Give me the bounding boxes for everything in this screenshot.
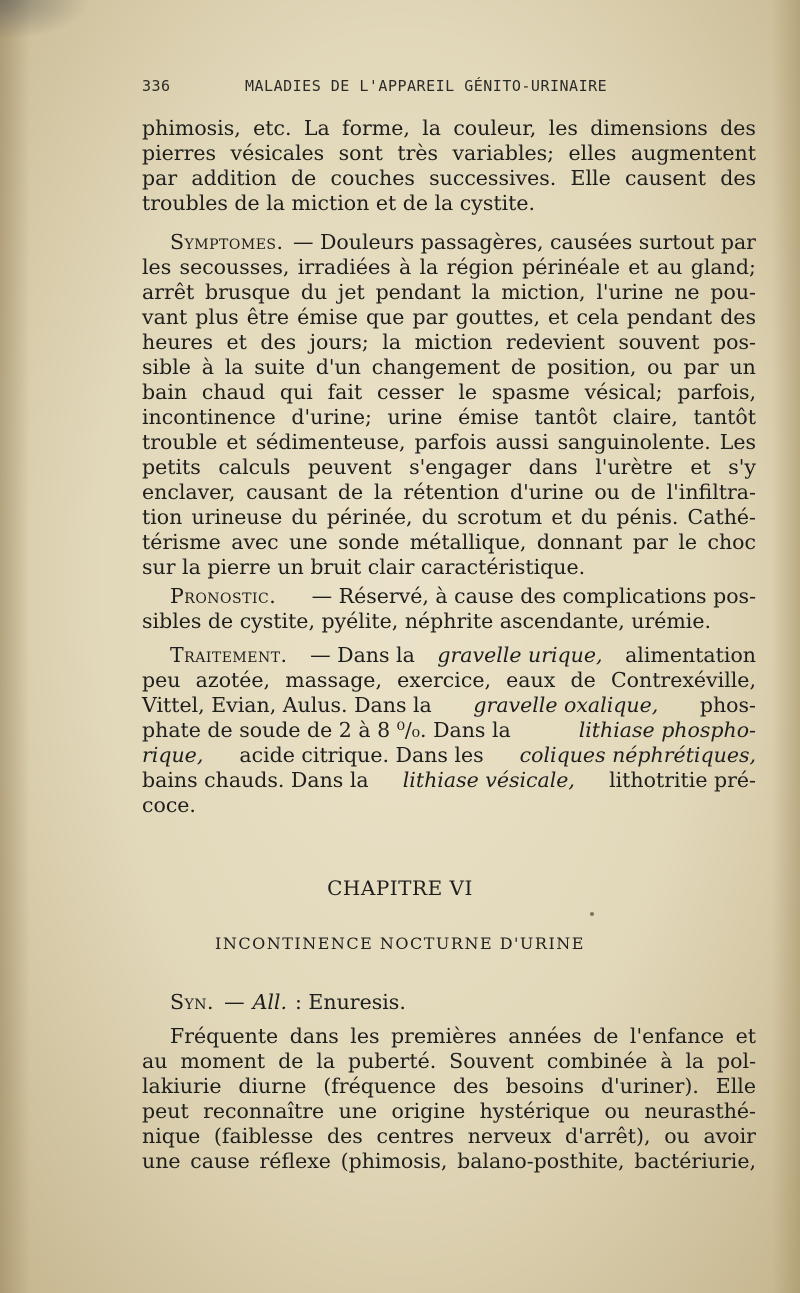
word: le [458,380,478,404]
paragraph-pronostic [142,584,756,634]
text-line [142,505,756,530]
word: vésicales [230,141,325,165]
word: l'urine [596,280,664,304]
word: redevient [505,330,605,354]
word: azotée, [195,668,271,692]
word: nique [142,1124,201,1148]
italic-term: gravelle urique, [437,643,603,667]
word: des [326,1124,363,1148]
word: (fréquence [323,1074,437,1098]
word: être [246,305,290,329]
word: réflexe [259,1149,331,1173]
word: Souvent [449,1049,534,1073]
word: fait [327,380,363,404]
word: urineuse [191,505,283,529]
text-line [142,430,756,455]
word: périnéale [522,255,620,279]
word: de [291,166,317,190]
chapter-title: CHAPITRE VI [327,876,473,900]
word: d'arrêt), [565,1124,651,1148]
word: la [382,330,402,354]
word: avoir [703,1124,756,1148]
chapter-subtitle: INCONTINENCE NOCTURNE D'URINE [215,934,585,953]
text-line [142,743,756,768]
word: Elle [715,1074,756,1098]
text-line [142,380,756,405]
text-line [142,141,756,166]
word: au [656,255,683,279]
word: peu [142,668,181,692]
word: cause [190,1149,250,1173]
text-span: . Dans la [420,718,511,742]
word: reconnaître [203,1099,325,1123]
word: Les [719,430,756,454]
word: des [260,330,297,354]
word: de [510,355,537,379]
word: pénis. [616,505,679,529]
word: addition [191,166,277,190]
word: aussi [495,430,549,454]
word: sible [142,355,191,379]
word: d'un [315,355,361,379]
word: par [412,305,448,329]
word: la [471,280,491,304]
word: l'enfance [629,1024,725,1048]
text-line [142,405,756,430]
word: chaud [201,380,266,404]
word: calculs [218,455,291,479]
word: vésical; [584,380,663,404]
word: au [142,1049,168,1073]
text-line [142,355,756,380]
word: une [338,1099,378,1123]
text-line [142,768,756,793]
running-title: MALADIES DE L'APPAREIL GÉNITO-URINAIRE [245,77,608,95]
italic-term: rique, [142,743,204,767]
word: parfois, [677,380,756,404]
word: brusque [205,280,291,304]
word: Fréquente [170,1024,279,1048]
word: scrotum [457,505,543,529]
page-edge-left [0,0,30,1293]
word: à [660,1049,673,1073]
text-span: lithotritie pré- [609,768,756,792]
word: balano-posthite, [457,1149,625,1173]
word: phimosis, [142,116,241,140]
paragraph-incontinence [142,1024,756,1174]
word: à [201,355,214,379]
word: sont [338,141,383,165]
word: une [289,530,328,554]
word: couleur, [453,116,537,140]
text-line [142,305,756,330]
word: ou [647,355,673,379]
word: besoins [505,1074,585,1098]
word: du [291,505,318,529]
word: miction, [501,280,586,304]
word: suite [254,355,305,379]
word: ou [664,1124,690,1148]
text-line [142,280,756,305]
word: les [548,116,578,140]
section-label-symptomes: Symptomes. [170,230,284,254]
word: gouttes, [455,305,540,329]
word: vant [142,305,188,329]
text-line [142,116,756,141]
word: pendant [626,305,713,329]
italic-term: coliques néphrétiques, [519,743,756,767]
section-label-pronostic: Pronostic. [170,584,277,608]
page-corner-shadow [0,0,90,40]
text-line [142,643,756,668]
word: les [350,1024,380,1048]
word: bain [142,380,188,404]
word: pol- [717,1049,756,1073]
text-line [142,990,756,1015]
word: de [570,668,596,692]
word: la [685,1049,705,1073]
word: variables; [452,141,555,165]
word: d'urine; [291,405,372,429]
word: elles [568,141,617,165]
word: rétention [403,480,500,504]
word: émise [297,305,358,329]
paragraph-calculs-end [142,116,756,216]
word: causant [246,480,328,504]
word: arrêt [142,280,195,304]
word: causent [624,166,706,190]
word: position, [546,355,637,379]
word: des [720,116,756,140]
word: moment [180,1049,266,1073]
word: l'infiltra- [666,480,756,504]
word: puberté. [347,1049,437,1073]
word: parfois [414,430,487,454]
word: dimensions [590,116,708,140]
word: massage, [285,668,382,692]
word: d'urine [509,480,584,504]
word: tantôt [534,405,597,429]
word: et [548,305,569,329]
text-line [142,530,756,555]
word: sédimenteuse, [255,430,406,454]
text-line [142,330,756,355]
word: La [303,116,330,140]
word: des [452,1074,489,1098]
word: Cathé- [687,505,756,529]
word: tantôt [693,405,756,429]
word: (phimosis, [340,1149,448,1173]
text-line [142,230,756,255]
word: l'urètre [595,455,673,479]
word: dans [528,455,578,479]
text-span: : Enuresis. [295,990,406,1014]
word: à [398,255,412,279]
section-label-syn: Syn. [170,990,215,1014]
text-line [142,1149,756,1174]
word: dans [289,1024,339,1048]
word: pou- [710,280,756,304]
text-span: — Réservé, à cause des complications pos- [311,584,756,608]
word: trouble [142,430,218,454]
word: que [365,305,405,329]
percent-sign: ⁰/₀ [396,718,421,742]
word: qui [279,380,313,404]
word: donnant [536,530,623,554]
text-line [142,584,756,609]
word: et [628,255,649,279]
text-line [142,255,756,280]
text-span: acide citrique. Dans les [239,743,484,767]
word: combinée [546,1049,648,1073]
italic-term: All. [252,990,287,1014]
word: plus [195,305,239,329]
word: pierres [142,141,217,165]
word: la [224,355,244,379]
word: des [720,166,756,190]
word: périnée, [326,505,413,529]
word: de [593,1024,619,1048]
section-label-traitement: Traitement. [170,643,288,667]
word: ou [594,480,620,504]
text-span: — Douleurs passagères, causées surtout par [292,230,756,254]
word: et [551,505,572,529]
word: de [278,1049,304,1073]
word: peut [142,1099,189,1123]
word: forme, [342,116,410,140]
word: sanguinolente. [557,430,711,454]
word: ou [604,1099,630,1123]
text-line [142,1024,756,1049]
word: centres [376,1124,454,1148]
word: exercice, [397,668,491,692]
word: la [373,480,393,504]
word: lakiurie [142,1074,222,1098]
word: du [421,505,448,529]
word: secousses, [179,255,290,279]
word: par [683,355,719,379]
word: pos- [713,330,756,354]
running-header [142,77,652,99]
word: miction [414,330,493,354]
word: par [632,530,668,554]
text-line [142,166,756,191]
text-line [142,455,756,480]
word: Contrexéville, [610,668,756,692]
word: premières [391,1024,497,1048]
paragraph-traitement [142,643,756,818]
text-span [142,718,511,743]
word: origine [391,1099,466,1123]
word: diurne [238,1074,307,1098]
word: Elle [570,166,611,190]
paragraph-symptomes [142,230,756,580]
word: et [690,455,711,479]
word: neurasthé- [644,1099,756,1123]
word: s'engager [409,455,512,479]
word: d'uriner). [600,1074,699,1098]
word: et [226,430,247,454]
word: années [508,1024,582,1048]
word: gland; [690,255,756,279]
word: etc. [253,116,292,140]
word: cela [576,305,619,329]
word: région [446,255,514,279]
word: nerveux [467,1124,552,1148]
word: sonde [338,530,400,554]
italic-term: lithiase phospho- [578,718,756,742]
word: s'y [728,455,756,479]
word: (faiblesse [213,1124,314,1148]
text-line: sur la pierre un bruit clair caractéristique. [142,555,586,579]
text-line: coce. [142,793,196,817]
word: heures [142,330,213,354]
word: changement [371,355,501,379]
text-line: sibles de cystite, pyélite, néphrite ascendante, urémie. [142,609,712,633]
text-line: troubles de la miction et de la cystite. [142,191,536,215]
word: enclaver, [142,480,236,504]
word: des [720,305,756,329]
text-span: phate de soude de 2 à 8 [142,718,391,742]
ink-speck [590,912,594,916]
word: couches [330,166,415,190]
word: tion [142,505,183,529]
word: une [142,1149,181,1173]
text-line [142,1099,756,1124]
word: du [580,505,608,529]
word: par [142,166,178,190]
word: successives. [429,166,557,190]
text-span: phos- [699,693,756,717]
text-line [142,1124,756,1149]
word: petits [142,455,201,479]
word: spasme [491,380,570,404]
text-span: Vittel, Evian, Aulus. Dans la [142,693,432,717]
word: la [419,255,439,279]
italic-term: gravelle oxalique, [473,693,659,717]
synonyms-line [142,990,756,1015]
word: peuvent [307,455,392,479]
word: très [397,141,439,165]
text-line [142,1049,756,1074]
text-span: alimentation [625,643,756,667]
word: ne [674,280,700,304]
text-line [142,480,756,505]
text-line [142,1074,756,1099]
text-line [142,668,756,693]
text-span: — Dans la [310,643,415,667]
word: les [142,255,172,279]
word: métallique, [409,530,527,554]
text-span: bains chauds. Dans la [142,768,369,792]
word: le [678,530,698,554]
word: bactériurie, [634,1149,756,1173]
page-number: 336 [142,77,171,95]
word: émise [458,405,519,429]
word: augmentent [630,141,756,165]
word: urine [387,405,443,429]
word: cesser [376,380,444,404]
word: de [630,480,656,504]
word: et [735,1024,756,1048]
word: la [422,116,441,140]
page-edge-right [772,0,800,1293]
word: térisme [142,530,221,554]
text-line [142,693,756,718]
word: claire, [612,405,678,429]
word: hystérique [479,1099,591,1123]
word: incontinence [142,405,276,429]
word: et [226,330,247,354]
word: souvent [618,330,700,354]
word: du [300,280,328,304]
word: jet [338,280,365,304]
word: jours; [309,330,369,354]
word: irradiées [297,255,391,279]
word: de [337,480,364,504]
word: choc [707,530,756,554]
word: la [316,1049,336,1073]
word: avec [231,530,279,554]
word: pendant [375,280,461,304]
word: eaux [506,668,556,692]
italic-term: lithiase vésicale, [402,768,575,792]
word: un [729,355,756,379]
text-line [142,718,756,743]
text-span: — [224,990,245,1014]
